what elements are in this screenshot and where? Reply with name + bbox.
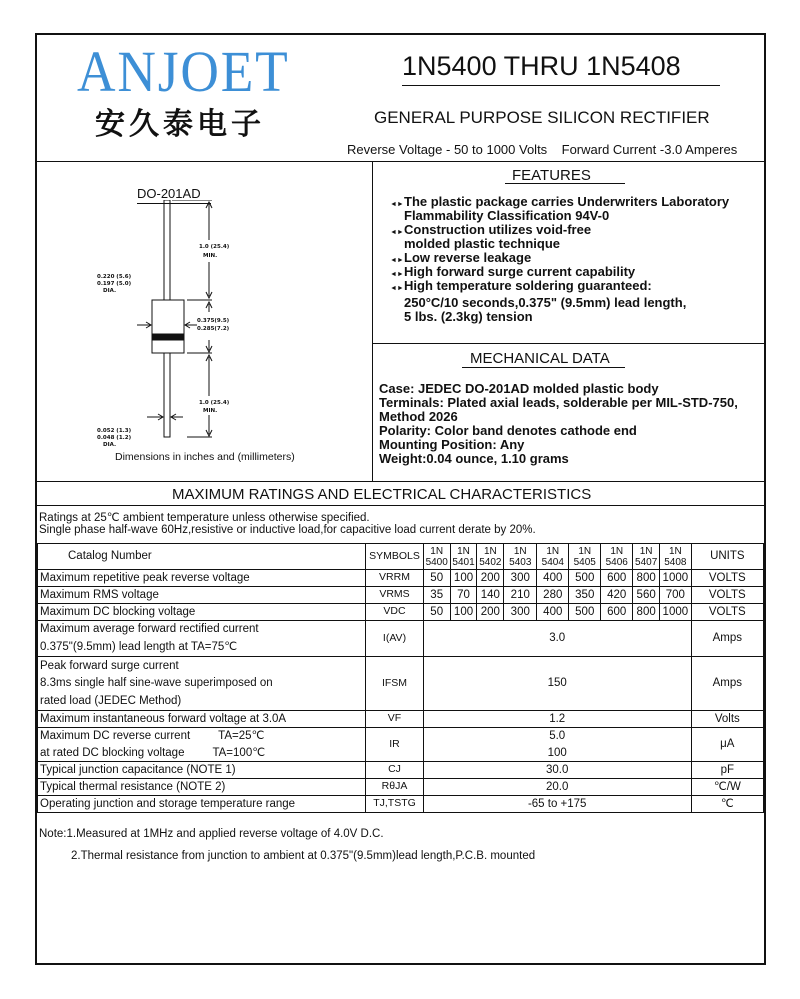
vrrm-value: 400 bbox=[537, 570, 569, 587]
bullet-arrow-icon: ◄► bbox=[390, 271, 404, 278]
vf-value: 1.2 bbox=[423, 711, 691, 728]
feature-item-continued: 250°C/10 seconds,0.375" (9.5mm) lead length, bbox=[404, 295, 687, 310]
iav-value: 3.0 bbox=[423, 621, 691, 657]
ir-value: 5.0 100 bbox=[423, 728, 691, 762]
table-row-vf bbox=[38, 711, 764, 728]
symbols-header: SYMBOLS bbox=[366, 544, 424, 570]
part-header: 1N 5405 bbox=[569, 544, 601, 570]
part-header: 1N 5401 bbox=[450, 544, 477, 570]
vrrm-value: 50 bbox=[423, 570, 450, 587]
vrrm-value: 800 bbox=[633, 570, 660, 587]
ifsm-label: Peak forward surge current 8.3ms single half sine-wave superimposed on rated load (JEDEC Method) bbox=[38, 657, 366, 711]
divider-ratings-head bbox=[37, 505, 764, 506]
tj-value: -65 to +175 bbox=[423, 796, 691, 813]
ir-unit: μA bbox=[691, 728, 763, 762]
tj-unit: ℃ bbox=[691, 796, 763, 813]
mechanical-line: Terminals: Plated axial leads, solderable per MIL-STD-750, bbox=[379, 395, 738, 410]
part-header: 1N 5402 bbox=[477, 544, 504, 570]
vdc-value: 400 bbox=[537, 604, 569, 621]
bullet-arrow-icon: ◄► bbox=[390, 201, 404, 208]
vrms-label: Maximum RMS voltage bbox=[38, 587, 366, 604]
divider-header bbox=[37, 161, 764, 162]
footnote-2: 2.Thermal resistance from junction to ambient at 0.375"(9.5mm)lead length,P.C.B. mounted bbox=[71, 850, 536, 862]
table-row-vrms bbox=[38, 587, 764, 604]
ratings-table bbox=[37, 543, 764, 813]
footnote-1: Note:1.Measured at 1MHz and applied reverse voltage of 4.0V D.C. bbox=[39, 828, 384, 840]
rth-value: 20.0 bbox=[423, 779, 691, 796]
vrrm-value: 500 bbox=[569, 570, 601, 587]
vdc-unit: VOLTS bbox=[691, 604, 763, 621]
vf-unit: Volts bbox=[691, 711, 763, 728]
vrrm-value: 1000 bbox=[660, 570, 692, 587]
vrms-value: 140 bbox=[477, 587, 504, 604]
feature-item-continued: 5 lbs. (2.3kg) tension bbox=[404, 309, 533, 324]
feature-item: ◄► High temperature soldering guaranteed: bbox=[390, 279, 729, 293]
cj-symbol: CJ bbox=[366, 762, 424, 779]
brand-logo: ANJOET bbox=[77, 39, 290, 104]
dim-body-len-b: 0.285(7.2) bbox=[197, 326, 230, 332]
vrms-value: 560 bbox=[633, 587, 660, 604]
iav-unit: Amps bbox=[691, 621, 763, 657]
vrrm-value: 200 bbox=[477, 570, 504, 587]
vrms-value: 35 bbox=[423, 587, 450, 604]
ifsm-symbol: IFSM bbox=[366, 657, 424, 711]
divider-features-mech bbox=[372, 343, 764, 344]
table-row-tj bbox=[38, 796, 764, 813]
title-underline bbox=[402, 85, 720, 86]
dim-body-dia-b: 0.197 (5.0) bbox=[97, 281, 132, 287]
vrrm-value: 100 bbox=[450, 570, 477, 587]
ifsm-value: 150 bbox=[423, 657, 691, 711]
top-lead bbox=[164, 200, 170, 300]
ratings-heading: MAXIMUM RATINGS AND ELECTRICAL CHARACTERISTICS bbox=[172, 486, 592, 503]
feature-item: ◄► Construction utilizes void-free bbox=[390, 223, 729, 237]
cj-unit: pF bbox=[691, 762, 763, 779]
ifsm-unit: Amps bbox=[691, 657, 763, 711]
part-header: 1N 5404 bbox=[537, 544, 569, 570]
vdc-value: 600 bbox=[601, 604, 633, 621]
part-header: 1N 5408 bbox=[660, 544, 692, 570]
ir-label: Maximum DC reverse current TA=25℃ at rated DC blocking voltage TA=100℃ bbox=[38, 728, 366, 762]
mechanical-line: Case: JEDEC DO-201AD molded plastic body bbox=[379, 381, 659, 396]
vdc-value: 100 bbox=[450, 604, 477, 621]
vdc-label: Maximum DC blocking voltage bbox=[38, 604, 366, 621]
vdc-symbol: VDC bbox=[366, 604, 424, 621]
mechanical-heading-underline bbox=[462, 367, 625, 368]
mechanical-line: Mounting Position: Any bbox=[379, 437, 525, 452]
vrms-value: 70 bbox=[450, 587, 477, 604]
table-header-row bbox=[38, 544, 764, 570]
vrms-value: 280 bbox=[537, 587, 569, 604]
tj-symbol: TJ,TSTG bbox=[366, 796, 424, 813]
table-row-rth bbox=[38, 779, 764, 796]
catalog-number-header: Catalog Number bbox=[38, 544, 366, 570]
package-label: DO-201AD bbox=[137, 186, 201, 201]
vdc-value: 300 bbox=[504, 604, 537, 621]
features-list bbox=[390, 195, 729, 324]
vdc-value: 50 bbox=[423, 604, 450, 621]
cj-value: 30.0 bbox=[423, 762, 691, 779]
vdc-value: 1000 bbox=[660, 604, 692, 621]
diode-body bbox=[152, 300, 184, 353]
table-row-cj bbox=[38, 762, 764, 779]
vf-label: Maximum instantaneous forward voltage at 3.0A bbox=[38, 711, 366, 728]
ratings-conditions bbox=[39, 512, 536, 536]
part-header: 1N 5403 bbox=[504, 544, 537, 570]
vdc-value: 200 bbox=[477, 604, 504, 621]
ratings-condition-2: Single phase half-wave 60Hz,resistive or inductive load,for capacitive load current derate by 20%. bbox=[39, 524, 536, 536]
dim-bottom-lead-length: 1.0 (25.4) bbox=[199, 400, 230, 406]
part-header: 1N 5400 bbox=[423, 544, 450, 570]
vrms-unit: VOLTS bbox=[691, 587, 763, 604]
rth-symbol: RθJA bbox=[366, 779, 424, 796]
vrrm-value: 600 bbox=[601, 570, 633, 587]
bottom-lead bbox=[164, 353, 170, 437]
vrrm-unit: VOLTS bbox=[691, 570, 763, 587]
dimension-note: Dimensions in inches and (millimeters) bbox=[115, 451, 295, 463]
table-row-vdc bbox=[38, 604, 764, 621]
feature-item: ◄► The plastic package carries Underwriters Laboratory bbox=[390, 195, 729, 209]
dim-bottom-lead-min: MIN. bbox=[203, 408, 218, 414]
features-heading: FEATURES bbox=[512, 167, 591, 184]
table-row-iav bbox=[38, 621, 764, 657]
dim-body-len-a: 0.375(9.5) bbox=[197, 318, 230, 324]
mechanical-line: Polarity: Color band denotes cathode end bbox=[379, 423, 637, 438]
iav-label: Maximum average forward rectified current 0.375"(9.5mm) lead length at TA=75℃ bbox=[38, 621, 366, 657]
feature-item-continued: molded plastic technique bbox=[404, 236, 561, 251]
table-row-vrrm bbox=[38, 570, 764, 587]
ir-symbol: IR bbox=[366, 728, 424, 762]
mechanical-line: Method 2026 bbox=[379, 409, 458, 424]
units-header: UNITS bbox=[691, 544, 763, 570]
vdc-value: 800 bbox=[633, 604, 660, 621]
vrms-symbol: VRMS bbox=[366, 587, 424, 604]
part-title: 1N5400 THRU 1N5408 bbox=[402, 51, 681, 81]
vrms-value: 420 bbox=[601, 587, 633, 604]
divider-vertical bbox=[372, 161, 373, 481]
tj-label: Operating junction and storage temperature range bbox=[38, 796, 366, 813]
dim-body-dia-label: DIA. bbox=[103, 288, 117, 294]
vf-symbol: VF bbox=[366, 711, 424, 728]
bullet-arrow-icon: ◄► bbox=[390, 229, 404, 236]
feature-item: ◄► Low reverse leakage bbox=[390, 251, 729, 265]
brand-chinese-name: 安久泰电子 bbox=[95, 107, 265, 142]
mechanical-heading: MECHANICAL DATA bbox=[470, 350, 610, 367]
mechanical-data-list bbox=[379, 382, 738, 466]
vrrm-symbol: VRRM bbox=[366, 570, 424, 587]
rth-label: Typical thermal resistance (NOTE 2) bbox=[38, 779, 366, 796]
feature-item-continued: Flammability Classification 94V-0 bbox=[404, 208, 610, 223]
bullet-arrow-icon: ◄► bbox=[390, 257, 404, 264]
dim-lead-dia-a: 0.052 (1.3) bbox=[97, 428, 132, 434]
package-outline-drawing bbox=[97, 200, 237, 450]
part-header: 1N 5407 bbox=[633, 544, 660, 570]
dim-top-lead-length: 1.0 (25.4) bbox=[199, 244, 230, 250]
ratings-condition-1: Ratings at 25℃ ambient temperature unless otherwise specified. bbox=[39, 512, 370, 524]
bullet-arrow-icon: ◄► bbox=[390, 285, 404, 292]
vrms-value: 700 bbox=[660, 587, 692, 604]
cj-label: Typical junction capacitance (NOTE 1) bbox=[38, 762, 366, 779]
datasheet-frame bbox=[35, 33, 766, 965]
cathode-band bbox=[152, 334, 184, 340]
dim-lead-dia-b: 0.048 (1.2) bbox=[97, 435, 132, 441]
spec-summary: Reverse Voltage - 50 to 1000 Volts Forward Current -3.0 Amperes bbox=[347, 142, 738, 157]
part-header: 1N 5406 bbox=[601, 544, 633, 570]
iav-symbol: I(AV) bbox=[366, 621, 424, 657]
table-row-ifsm bbox=[38, 657, 764, 711]
table-row-ir bbox=[38, 728, 764, 762]
rth-unit: ℃/W bbox=[691, 779, 763, 796]
dim-top-lead-min: MIN. bbox=[203, 253, 218, 259]
vrrm-value: 300 bbox=[504, 570, 537, 587]
feature-item: ◄► High forward surge current capability bbox=[390, 265, 729, 279]
features-heading-underline bbox=[505, 183, 625, 184]
dim-lead-dia-label: DIA. bbox=[103, 442, 117, 448]
part-subtitle: GENERAL PURPOSE SILICON RECTIFIER bbox=[374, 108, 710, 127]
dim-body-dia-a: 0.220 (5.6) bbox=[97, 274, 132, 280]
vrms-value: 210 bbox=[504, 587, 537, 604]
divider-ratings bbox=[37, 481, 764, 482]
vdc-value: 500 bbox=[569, 604, 601, 621]
mechanical-line: Weight:0.04 ounce, 1.10 grams bbox=[379, 451, 569, 466]
vrms-value: 350 bbox=[569, 587, 601, 604]
vrrm-label: Maximum repetitive peak reverse voltage bbox=[38, 570, 366, 587]
